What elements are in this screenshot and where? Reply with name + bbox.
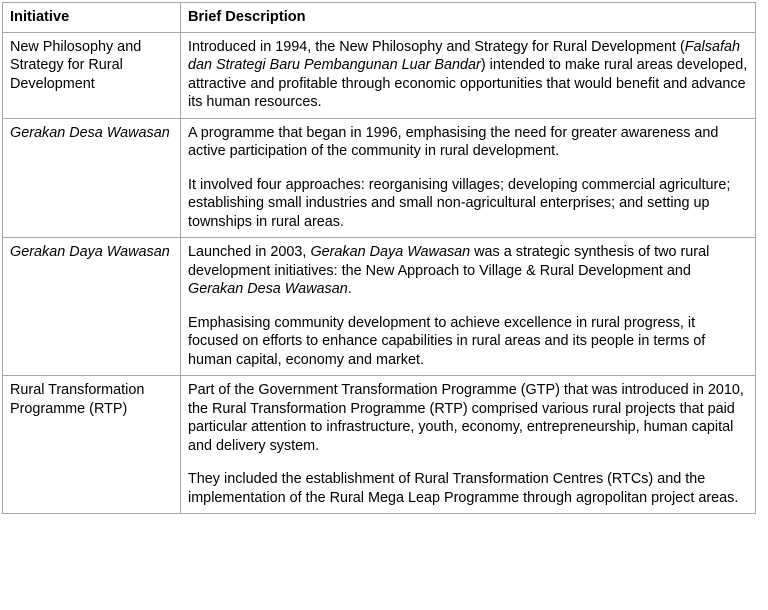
initiative-description-cell (181, 376, 756, 514)
table-header (3, 3, 756, 33)
initiative-description-cell (181, 238, 756, 376)
table-body (3, 32, 756, 514)
rural-initiatives-table (2, 2, 756, 514)
description-paragraph (188, 176, 748, 232)
table-row (3, 238, 756, 376)
initiative-description-cell (181, 32, 756, 118)
table-row (3, 118, 756, 238)
initiative-name-cell: Rural Transformation Programme (RTP) (3, 376, 181, 514)
text-segment: Part of the Government Transformation Programme (GTP) that was introduced in 2010, the Rural Transformation Programme (RTP) comprised various rural projects that paid particular attention to infrastructure, youth, economy, entrepreneurship, human capital and delivery system. (188, 382, 744, 454)
text-segment: They included the establishment of Rural Transformation Centres (RTCs) and the implementation of the Rural Mega Leap Programme through agropolitan project areas. (188, 471, 739, 506)
description-paragraph (188, 470, 748, 507)
text-segment: Emphasising community development to achieve excellence in rural progress, it focused on efforts to enhance capabilities in rural areas and its people in terms of human capital, economy and market. (188, 314, 706, 368)
initiatives-table-container (2, 2, 755, 514)
text-segment: A programme that began in 1996, emphasising the need for greater awareness and active participation of the community in rural development. (188, 124, 719, 160)
description-paragraph (188, 243, 748, 299)
italic-term: Gerakan Desa Wawasan (188, 281, 348, 298)
text-segment: Introduced in 1994, the New Philosophy and Strategy for Rural Development ( (188, 38, 685, 55)
initiative-name-cell: Gerakan Daya Wawasan (3, 238, 181, 376)
column-header-description: Brief Description (181, 3, 756, 33)
table-header-row (3, 3, 756, 33)
italic-term: Falsafah dan Strategi Baru Pembangunan Luar Bandar (188, 38, 740, 74)
table-row (3, 32, 756, 118)
table-row (3, 376, 756, 514)
text-segment: Launched in 2003, (188, 244, 311, 261)
italic-term: Gerakan Daya Wawasan (310, 244, 471, 261)
text-segment: was a strategic synthesis of two rural development initiatives: the New Approach to Village & Rural Development and (188, 244, 710, 279)
description-paragraph (188, 124, 748, 161)
column-header-initiative: Initiative (3, 3, 181, 33)
initiative-name-cell: Gerakan Desa Wawasan (3, 118, 181, 238)
initiative-description-cell (181, 118, 756, 238)
text-segment: It involved four approaches: reorganising villages; developing commercial agriculture; establishing small industries and small non-agricultural enterprises; and setting up townships in rural areas. (188, 176, 731, 230)
initiative-name-cell: New Philosophy and Strategy for Rural Development (3, 32, 181, 118)
description-paragraph (188, 38, 748, 112)
description-paragraph (188, 314, 748, 370)
text-segment: . (347, 281, 352, 298)
text-segment: ) intended to make rural areas developed, attractive and profitable through economic opportunities that would benefit and advance its human resources. (188, 57, 748, 111)
description-paragraph (188, 381, 748, 455)
